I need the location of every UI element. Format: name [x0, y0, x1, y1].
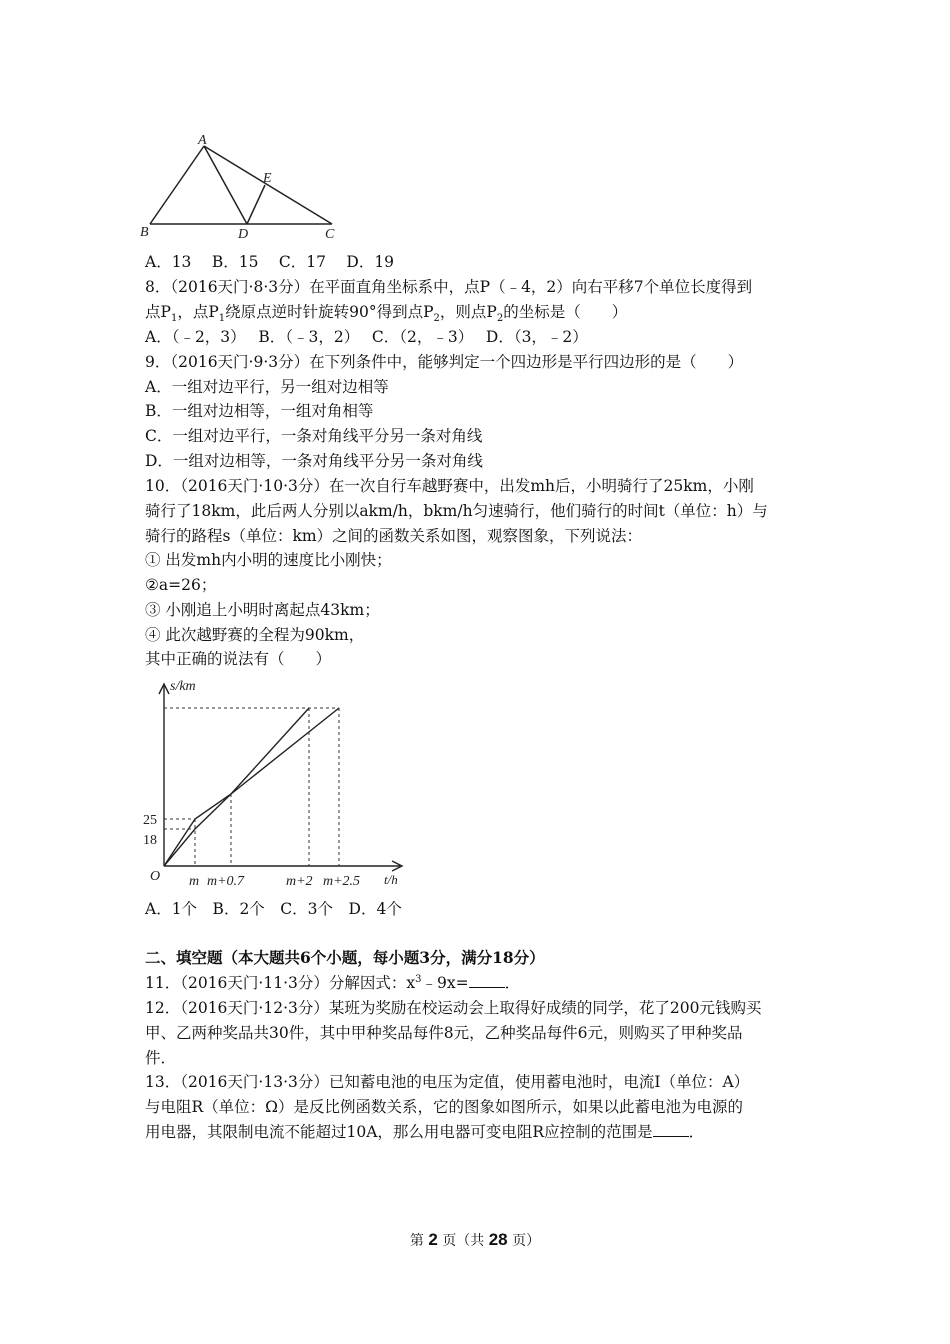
q8-text: 绕原点逆时针旋转90°得到点P [225, 303, 434, 321]
q13-stem-2: 与电阻R（单位：Ω）是反比例函数关系，它的图象如图所示，如果以此蓄电池为电源的 [145, 1098, 744, 1116]
q11-text: ﹣9x= [421, 974, 469, 992]
page-footer [0, 1230, 950, 1250]
q7-options: A．13 B．15 C．17 D．19 [145, 253, 395, 271]
q11-text: 11．（2016天门·11·3分）分解因式：x [145, 974, 416, 992]
section-heading: 二、填空题（本大题共6个小题，每小题3分，满分18分） [145, 948, 545, 967]
label-a: A [198, 133, 207, 148]
origin-label: O [150, 869, 161, 884]
q8-text: ，点P [177, 303, 219, 321]
q13-stem: 13．（2016天门·13·3分）已知蓄电池的电压为定值，使用蓄电池时，电流I（单位：A） [145, 1073, 750, 1091]
q9-option-d: D．一组对边相等，一条对角线平分另一条对角线 [145, 452, 483, 470]
q10-stem-2: 骑行了18km，此后两人分别以akm/h，bkm/h匀速骑行，他们骑行的时间t（单位：h）与 [145, 502, 768, 520]
label-c: C [325, 227, 335, 242]
footer-text: 页（共 [437, 1233, 489, 1249]
q8-text: 点P [145, 303, 171, 321]
segment-ad [204, 146, 247, 224]
q11-stem [145, 973, 520, 993]
xiaoming-line [164, 708, 339, 866]
q9-option-b: B．一组对边相等，一组对角相等 [145, 402, 374, 420]
q12-stem-3: 件． [145, 1049, 177, 1067]
q8-stem-cont [145, 302, 628, 325]
q10-stem: 10．（2016天门·10·3分）在一次自行车越野赛中，出发mh后，小明骑行了25km，小刚 [145, 477, 754, 495]
q8-text: 的坐标是（ ） [503, 303, 628, 321]
q10-stem-3: 骑行的路程s（单位：km）之间的函数关系如图，观察图象，下列说法： [145, 527, 643, 545]
q10-question: 其中正确的说法有（ ） [145, 650, 332, 668]
x-tick-m07: m+0.7 [207, 874, 245, 889]
y-axis-label: s/km [170, 679, 196, 694]
x-tick-m: m [189, 874, 200, 889]
q10-statement-4: ④ 此次越野赛的全程为90km， [145, 626, 365, 644]
x-tick-m2: m+2 [286, 874, 313, 889]
segment-de [247, 185, 265, 224]
label-e: E [263, 171, 272, 186]
q8-sub: 2 [496, 313, 504, 325]
q13-text: ． [688, 1123, 705, 1141]
footer-text: 页） [507, 1233, 541, 1249]
q11-text: ． [504, 974, 521, 992]
q12-stem-2: 甲、乙两种奖品共30件，其中甲种奖品每件8元，乙种奖品每件6元，则购买了甲种奖品 [145, 1024, 743, 1042]
q9-option-c: C．一组对边平行，一条对角线平分另一条对角线 [145, 427, 483, 445]
q9-stem: 9．（2016天门·9·3分）在下列条件中，能够判定一个四边形是平行四边形的是（ ） [145, 353, 744, 371]
q8-sub: 1 [218, 313, 226, 325]
q8-text: ，则点P [439, 303, 497, 321]
q8-stem: 8．（2016天门·8·3分）在平面直角坐标系中，点P（﹣4，2）向右平移7个单位长度得到 [145, 278, 753, 296]
label-b: B [140, 225, 149, 240]
q10-statement-3: ③ 小刚追上小明时离起点43km； [145, 601, 380, 619]
distance-time-graph [138, 676, 410, 892]
y-tick-18: 18 [143, 833, 157, 848]
x-axis-label: t/h [384, 872, 398, 887]
x-tick-m25: m+2.5 [323, 874, 361, 889]
q9-option-a: A．一组对边平行，另一组对边相等 [145, 378, 389, 396]
q13-stem-3 [145, 1122, 704, 1142]
page-total: 28 [488, 1230, 508, 1249]
y-tick-25: 25 [143, 813, 157, 828]
q8-options: A．（﹣2，3） B．（﹣3，2） C．（2，﹣3） D．（3，﹣2） [145, 328, 588, 346]
q12-stem: 12．（2016天门·12·3分）某班为奖励在校运动会上取得好成绩的同学，花了200元钱购买 [145, 999, 762, 1017]
q11-sup: 3 [415, 973, 422, 985]
xiaogang-line [164, 708, 309, 866]
footer-text: 第 [409, 1233, 429, 1249]
segment-ab [150, 146, 204, 224]
q11-answer-blank [469, 973, 505, 988]
page-number: 2 [428, 1230, 438, 1249]
q13-answer-blank [653, 1122, 689, 1137]
q10-options: A．1个 B．2个 C．3个 D．4个 [145, 900, 402, 918]
q8-sub: 1 [170, 313, 178, 325]
q10-statement-2: ②a=26； [145, 576, 217, 594]
q8-sub: 2 [433, 313, 440, 325]
q10-statement-1: ① 出发mh内小明的速度比小刚快； [145, 551, 392, 569]
triangle-figure [138, 132, 348, 242]
label-d: D [238, 227, 249, 242]
q13-text: 用电器，其限制电流不能超过10A，那么用电器可变电阻R应控制的范围是 [145, 1123, 653, 1141]
